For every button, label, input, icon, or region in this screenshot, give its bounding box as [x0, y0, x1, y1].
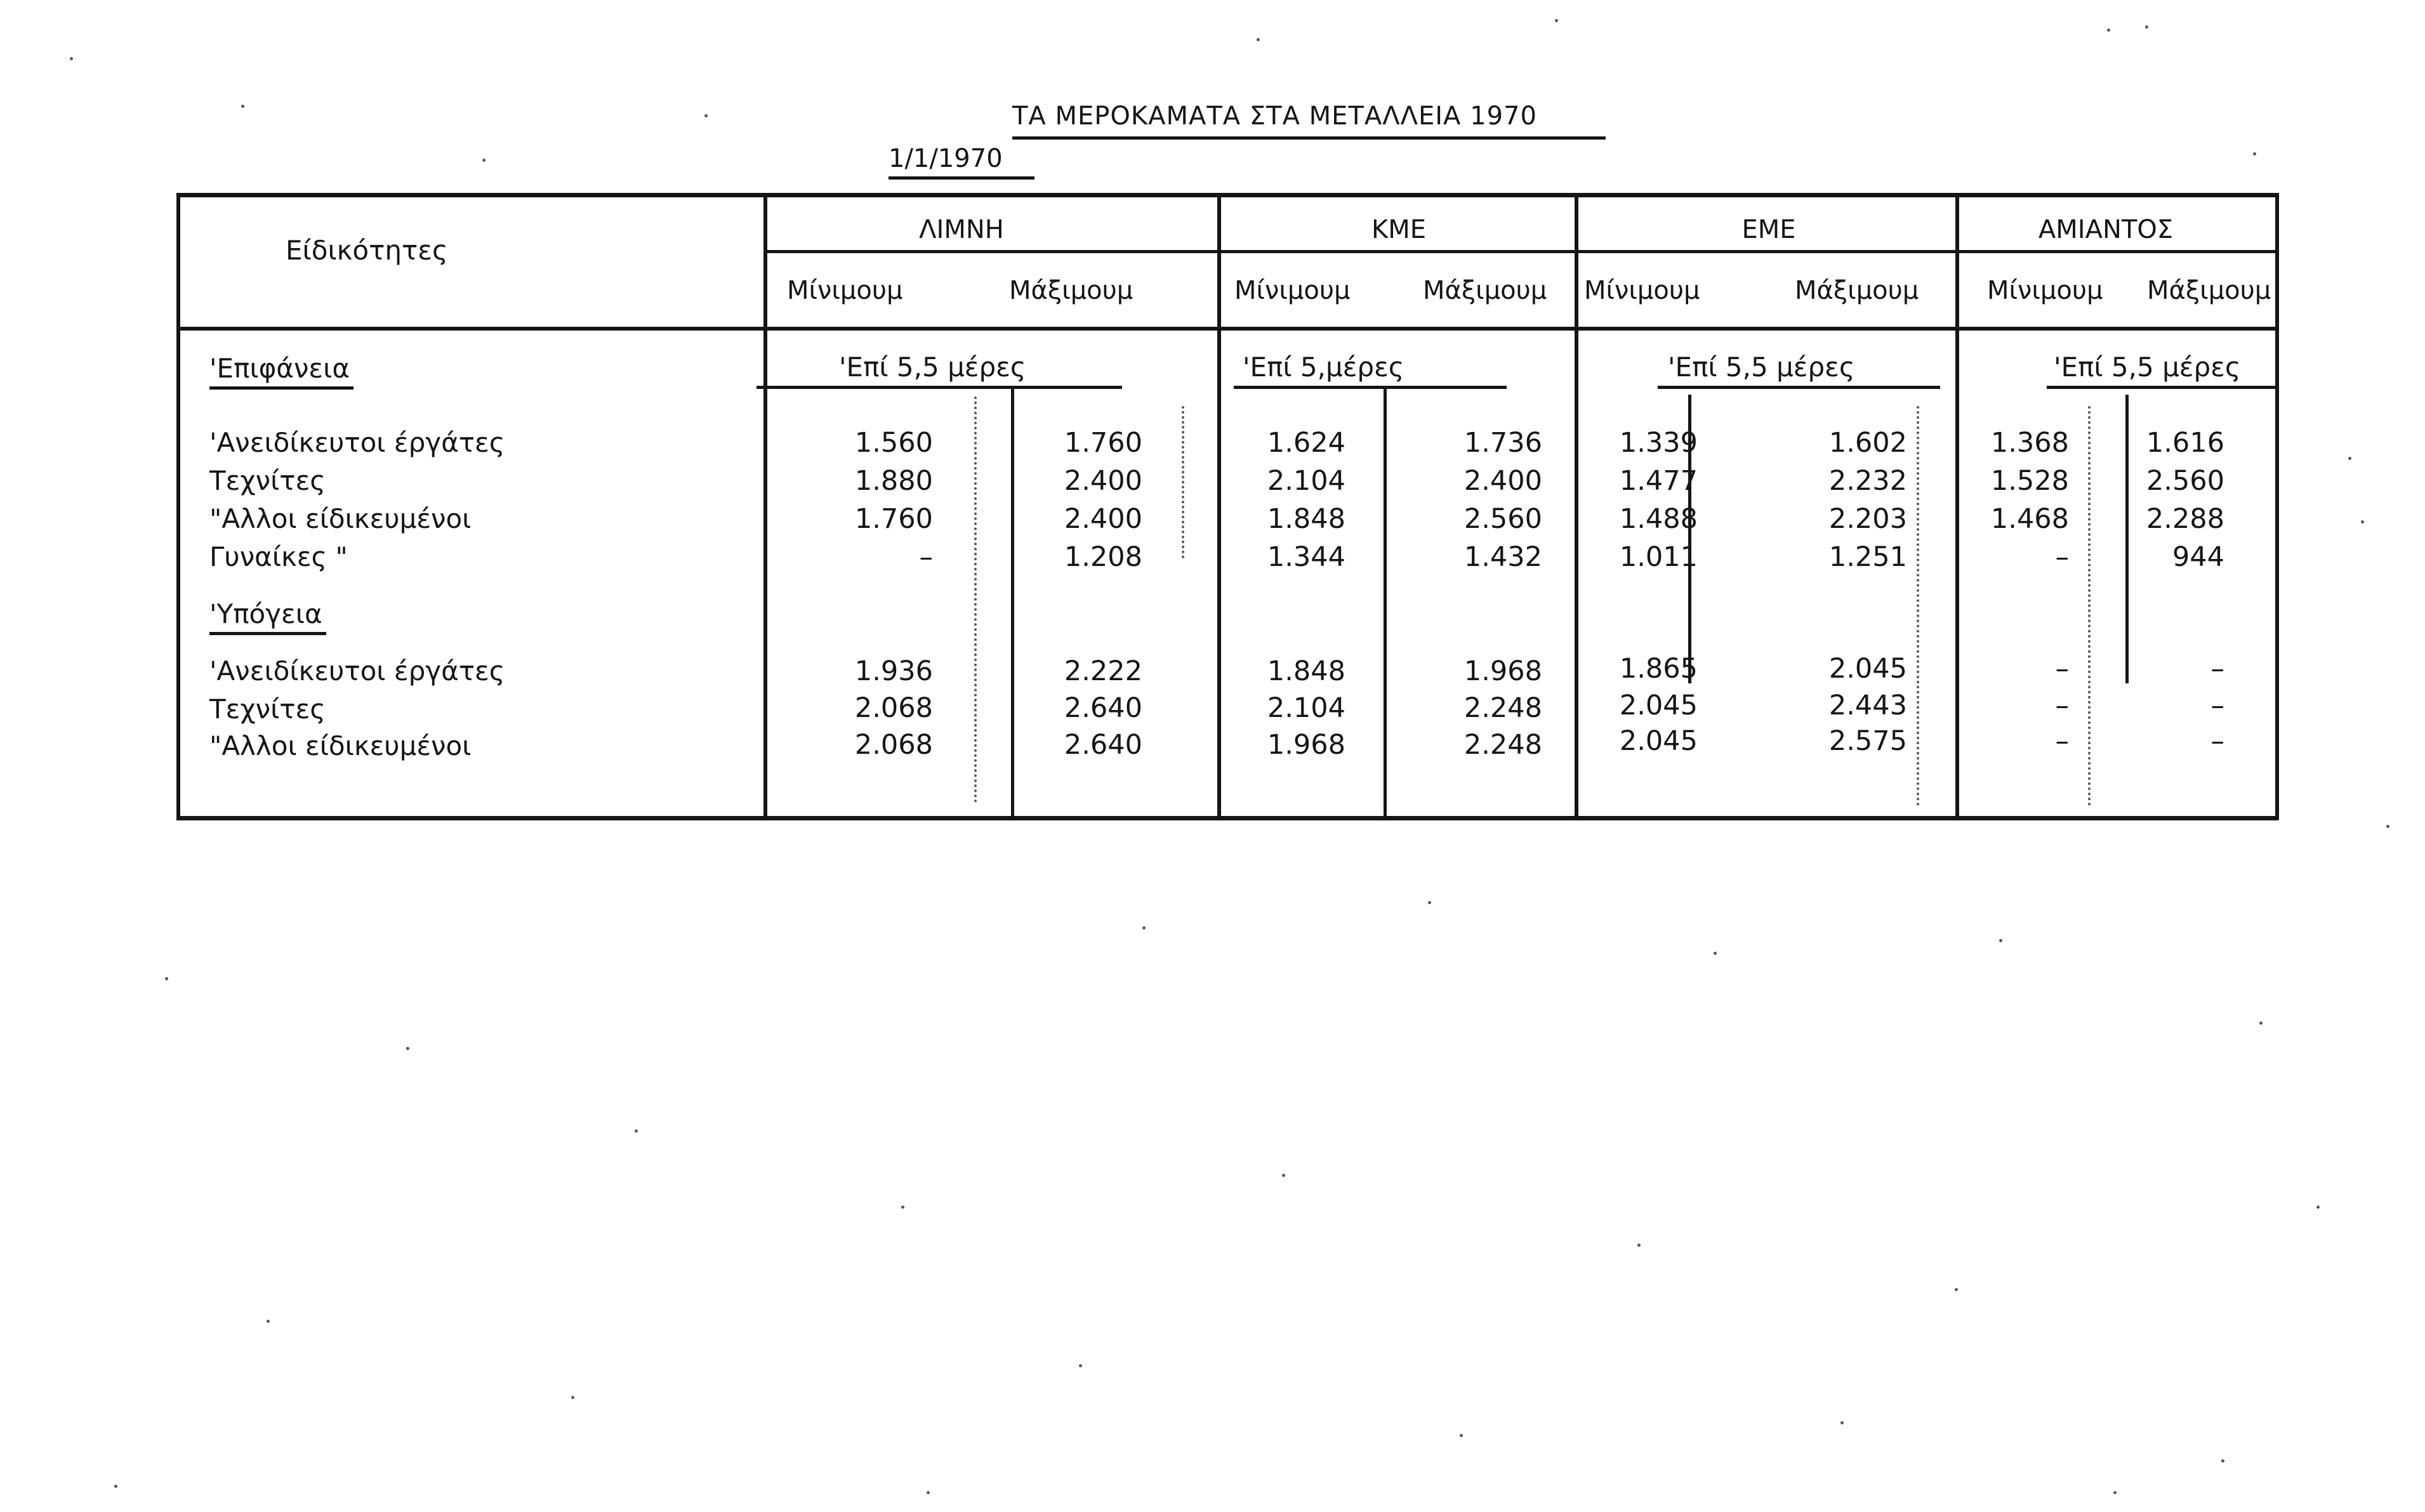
table-cell: 1.602 — [1828, 427, 1907, 459]
table-cell: 1.968 — [1464, 655, 1542, 687]
limni-dotted-guide — [974, 397, 977, 803]
section-label-surface: 'Επιφάνεια — [209, 351, 354, 390]
table-cell: 2.560 — [1464, 503, 1542, 535]
table-cell: 1.760 — [854, 503, 933, 535]
table-cell: 1.488 — [1619, 503, 1698, 535]
table-top-border — [176, 193, 2278, 197]
row-label: Τεχνίτες — [209, 694, 326, 725]
limni-min-header: Μίνιμουμ — [787, 276, 903, 305]
table-cell: 1.848 — [1267, 655, 1345, 687]
table-cell: – — [2055, 541, 2069, 573]
page-title: ΤΑ ΜΕΡΟΚΑΜΑΤΑ ΣΤΑ ΜΕΤΑΛΛΕΙΑ 1970 — [1012, 98, 1606, 140]
table-cell: 1.344 — [1267, 541, 1345, 573]
table-cell: 2.222 — [1064, 655, 1142, 687]
kme-basis: 'Επί 5,μέρες — [1243, 352, 1404, 383]
eme-basis-underline — [1658, 386, 1940, 389]
table-cell: 2.203 — [1828, 503, 1907, 535]
table-cell: 2.248 — [1464, 729, 1542, 761]
date-label: 1/1/1970 — [889, 141, 1034, 180]
table-cell: 1.432 — [1464, 541, 1542, 573]
amiantos-max-header: Μάξιμουμ — [2147, 276, 2271, 305]
table-cell: 2.560 — [2146, 465, 2224, 497]
table-cell: 2.400 — [1064, 465, 1142, 497]
kme-inner-divider — [1384, 388, 1387, 820]
row-header: Είδικότητες — [286, 235, 448, 266]
limni-right-dotted-guide — [1182, 406, 1184, 558]
table-cell: 1.968 — [1267, 729, 1345, 761]
table-cell: 2.443 — [1828, 690, 1907, 721]
table-cell: 2.104 — [1267, 692, 1345, 724]
table-cell: – — [919, 541, 933, 573]
row-label: 'Ανειδίκευτοι έργάτες — [209, 655, 505, 687]
limni-left-border — [763, 193, 767, 820]
row-label: "Αλλοι είδικευμένοι — [209, 503, 472, 534]
limni-max-header: Μάξιμουμ — [1009, 276, 1133, 305]
row-label: 'Ανειδίκευτοι έργάτες — [209, 427, 505, 458]
table-left-border — [176, 193, 180, 820]
group-divider — [765, 250, 2278, 253]
table-cell: – — [2210, 725, 2224, 757]
table-cell: – — [2055, 653, 2069, 685]
header-bottom-border — [176, 327, 2278, 331]
table-cell: 2.575 — [1828, 725, 1907, 757]
row-label: "Αλλοι είδικευμένοι — [209, 730, 472, 761]
table-cell: 2.640 — [1064, 729, 1142, 761]
kme-header: ΚΜΕ — [1371, 215, 1426, 244]
eme-basis: 'Επί 5,5 μέρες — [1668, 352, 1855, 383]
table-cell: 1.616 — [2146, 427, 2224, 459]
table-cell: 1.477 — [1619, 465, 1698, 497]
table-cell: 2.400 — [1464, 465, 1542, 497]
limni-basis: 'Επί 5,5 μέρες — [839, 352, 1026, 383]
amiantos-header: ΑΜΙΑΝΤΟΣ — [2038, 215, 2174, 244]
row-label: Τεχνίτες — [209, 465, 326, 496]
table-cell: 2.104 — [1267, 465, 1345, 497]
table-cell: 1.736 — [1464, 427, 1542, 459]
table-cell: – — [2210, 690, 2224, 721]
section-label-underground: 'Υπόγεια — [209, 596, 326, 635]
table-cell: 944 — [2172, 541, 2224, 573]
table-cell: 1.936 — [854, 655, 933, 687]
table-cell: 1.468 — [1990, 503, 2069, 535]
table-cell: – — [2055, 690, 2069, 721]
amiantos-basis-underline — [2047, 386, 2278, 389]
table-cell: 2.400 — [1064, 503, 1142, 535]
table-cell: 2.068 — [854, 692, 933, 724]
kme-min-header: Μίνιμουμ — [1234, 276, 1351, 305]
table-cell: 1.368 — [1990, 427, 2069, 459]
table-cell: 1.528 — [1990, 465, 2069, 497]
table-cell: 1.339 — [1619, 427, 1698, 459]
eme-max-header: Μάξιμουμ — [1795, 276, 1919, 305]
table-cell: 2.068 — [854, 729, 933, 761]
eme-min-header: Μίνιμουμ — [1584, 276, 1700, 305]
table-cell: 2.288 — [2146, 503, 2224, 535]
table-cell: 1.251 — [1828, 541, 1907, 573]
amiantos-basis: 'Επί 5,5 μέρες — [2054, 352, 2241, 383]
table-cell: 1.560 — [854, 427, 933, 459]
table-cell: 2.248 — [1464, 692, 1542, 724]
table-cell: 1.848 — [1267, 503, 1345, 535]
table-cell: 2.045 — [1619, 690, 1698, 721]
amiantos-min-header: Μίνιμουμ — [1987, 276, 2103, 305]
kme-max-header: Μάξιμουμ — [1423, 276, 1547, 305]
table-cell: 2.640 — [1064, 692, 1142, 724]
table-cell: 2.045 — [1828, 653, 1907, 685]
limni-basis-underline — [757, 386, 1122, 389]
table-cell: – — [2210, 653, 2224, 685]
table-cell: 2.232 — [1828, 465, 1907, 497]
table-cell: 1.760 — [1064, 427, 1142, 459]
limni-header: ΛΙΜΝΗ — [919, 215, 1004, 244]
table-right-border — [2275, 193, 2279, 820]
table-cell: 1.011 — [1619, 541, 1698, 573]
table-cell: 1.865 — [1619, 653, 1698, 685]
table-cell: 2.045 — [1619, 725, 1698, 757]
kme-basis-underline — [1234, 386, 1507, 389]
eme-dotted-guide — [1917, 406, 1919, 806]
table-cell: 1.624 — [1267, 427, 1345, 459]
table-bottom-border — [176, 816, 2278, 820]
table-cell: – — [2055, 725, 2069, 757]
table-cell: 1.880 — [854, 465, 933, 497]
eme-header: ΕΜΕ — [1741, 215, 1796, 244]
table-cell: 1.208 — [1064, 541, 1142, 573]
row-label: Γυναίκες " — [209, 541, 348, 572]
